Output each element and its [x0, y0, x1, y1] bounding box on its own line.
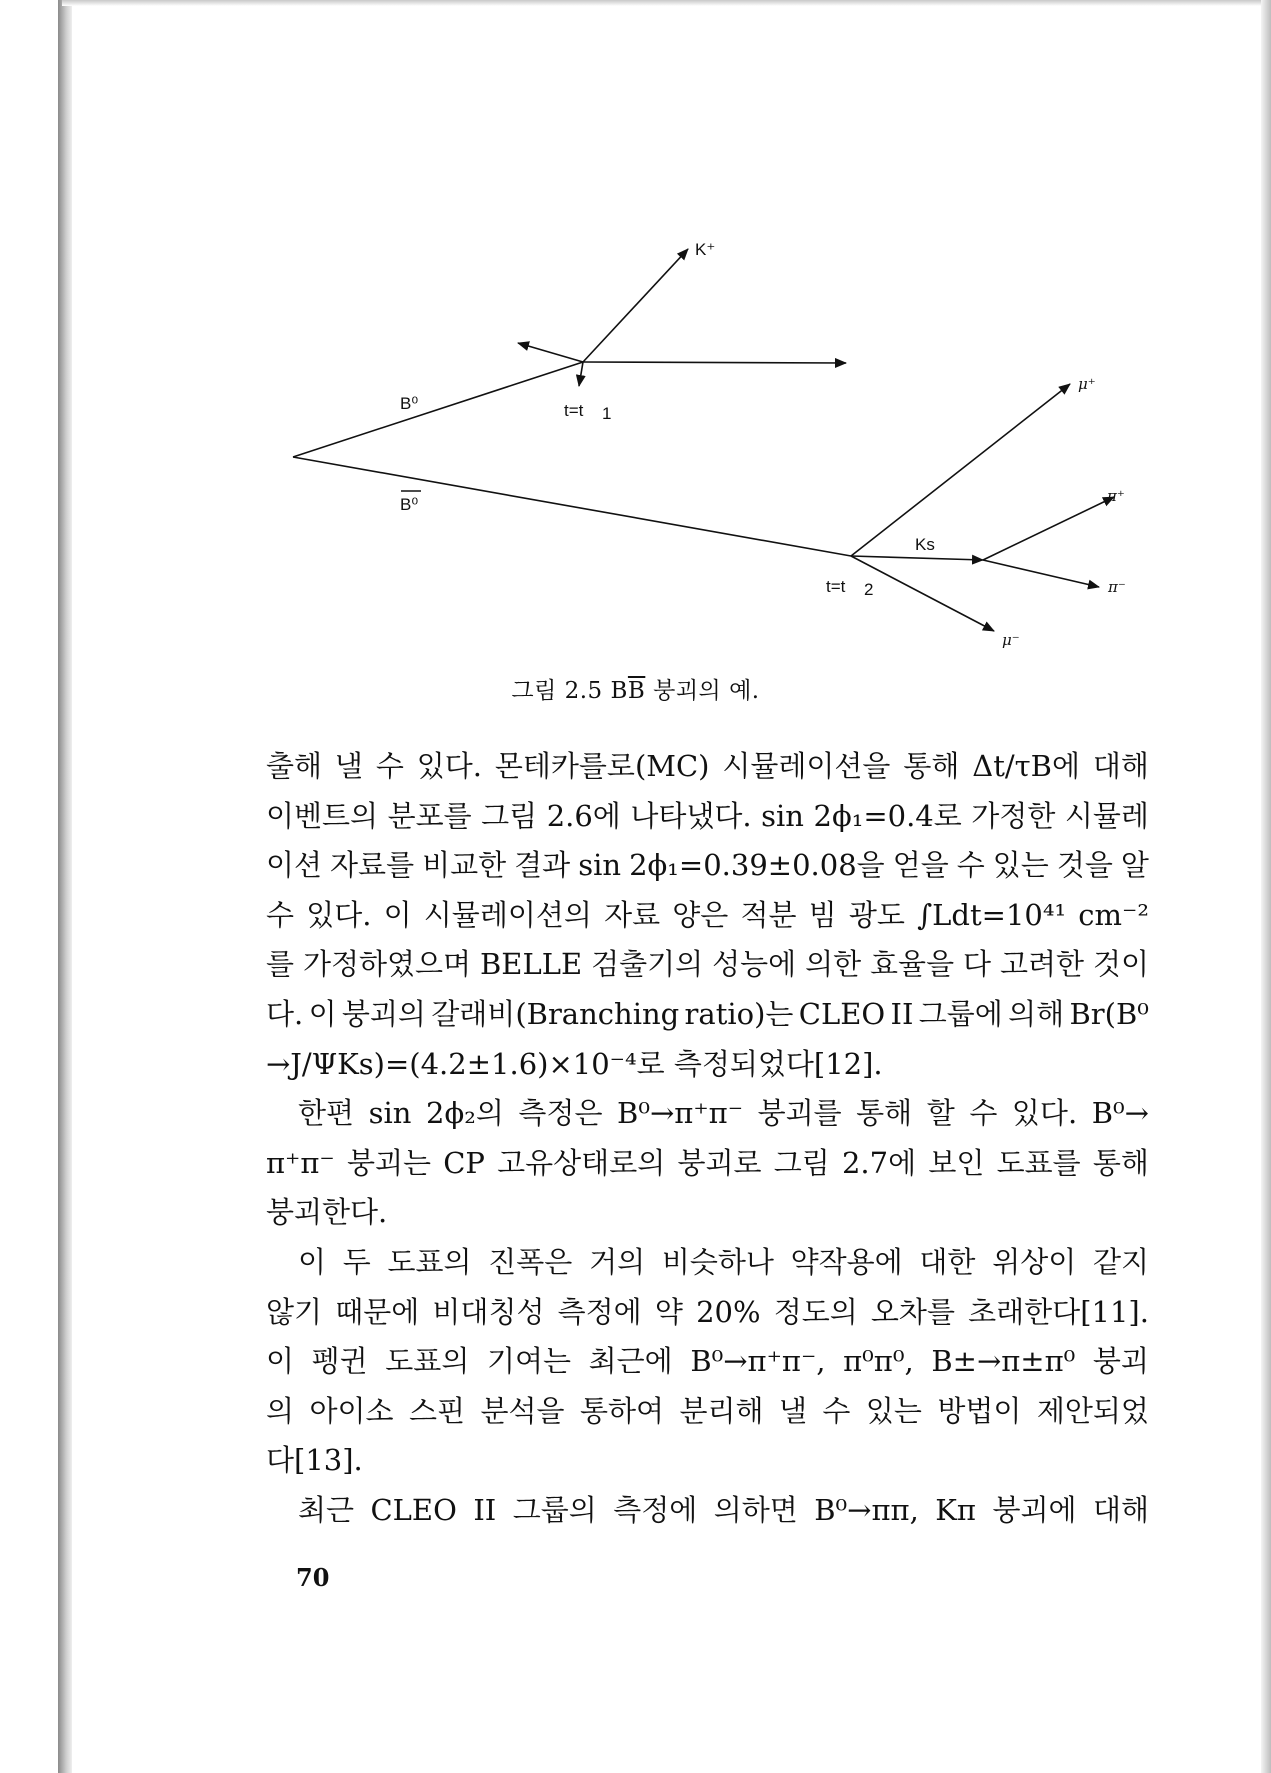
- piplus-track: [983, 497, 1114, 560]
- muminus-label: μ⁻: [1002, 631, 1020, 649]
- piplus-label: π⁺: [1107, 487, 1125, 505]
- text-line: 출해 낼 수 있다. 몬테카를로(MC) 시뮬레이션을 통해 Δt/τB에 대해: [266, 749, 1149, 783]
- muplus-track: [851, 384, 1070, 556]
- text-line: →J/ΨKs)=(4.2±1.6)×10⁻⁴로 측정되었다[12].: [266, 1046, 883, 1081]
- text-line: 다[13].: [266, 1443, 363, 1478]
- body-text: [266, 742, 1149, 1536]
- t1-subscript: 1: [602, 404, 612, 423]
- text-line: 이벤트의 분포를 그림 2.6에 나타냈다. sin 2ϕ₁=0.4로 가정한 시뮬레: [266, 798, 1149, 833]
- text-line: 를 가정하였으며 BELLE 검출기의 성능에 의한 효율을 다 고려한 것이: [266, 947, 1149, 982]
- decay-diagram: [0, 0, 1271, 700]
- text-line: 붕괴한다.: [266, 1195, 388, 1230]
- caption-prefix: 그림 2.5 B: [511, 678, 628, 704]
- piminus-label: π⁻: [1108, 578, 1126, 596]
- text-line: 이 펭귄 도표의 기여는 최근에 B⁰→π⁺π⁻, π⁰π⁰, B±→π±π⁰ 붕괴: [266, 1344, 1149, 1379]
- text-line: 의 아이소 스핀 분석을 통하여 분리해 낼 수 있는 방법이 제안되었: [266, 1393, 1149, 1428]
- t2-subscript: 2: [864, 580, 874, 599]
- ks-track: [851, 556, 983, 560]
- text-line: 이 두 도표의 진폭은 거의 비슷하나 약작용에 대한 위상이 같지: [298, 1244, 1149, 1279]
- text-line: 다. 이 붕괴의 갈래비(Branching ratio)는 CLEO II 그룹에 의해 Br(B⁰: [266, 996, 1149, 1031]
- text-line: π⁺π⁻ 붕괴는 CP 고유상태로의 붕괴로 그림 2.7에 보인 도표를 통해: [266, 1145, 1149, 1180]
- b0bar-label: B⁰: [400, 495, 419, 514]
- b0bar-track: [293, 457, 851, 556]
- text-line: 수 있다. 이 시뮬레이션의 자료 양은 적분 빔 광도 ∫Ldt=10⁴¹ cm⁻²: [266, 897, 1149, 932]
- t1-back-track: [518, 343, 583, 362]
- ks-label: Ks: [915, 535, 935, 554]
- text-line: 최근 CLEO II 그룹의 측정에 의하면 B⁰→ππ, Kπ 붕괴에 대해: [298, 1492, 1149, 1527]
- b0-label: B⁰: [400, 394, 419, 413]
- t1-right-track: [583, 362, 846, 363]
- b0-track: [293, 362, 583, 457]
- piminus-track: [983, 560, 1099, 587]
- kplus-label: K⁺: [695, 240, 716, 259]
- caption-suffix: 붕괴의 예.: [645, 678, 760, 704]
- text-line: 이션 자료를 비교한 결과 sin 2ϕ₁=0.39±0.08을 얻을 수 있는 것을 알: [266, 848, 1149, 883]
- t2-label: t=t: [826, 577, 846, 596]
- page-number: 70: [296, 1563, 330, 1592]
- t1-down-track: [579, 362, 583, 386]
- text-line: 않기 때문에 비대칭성 측정에 약 20% 정도의 오차를 초래한다[11].: [266, 1294, 1149, 1329]
- caption-bbar: $\overline{B}$: [627, 678, 646, 704]
- figure-caption: [0, 672, 1271, 705]
- t1-label: t=t: [564, 401, 584, 420]
- text-line: 한편 sin 2ϕ₂의 측정은 B⁰→π⁺π⁻ 붕괴를 통해 할 수 있다. B⁰→: [298, 1096, 1149, 1131]
- muplus-label: μ⁺: [1078, 375, 1096, 393]
- kplus-track: [583, 249, 688, 362]
